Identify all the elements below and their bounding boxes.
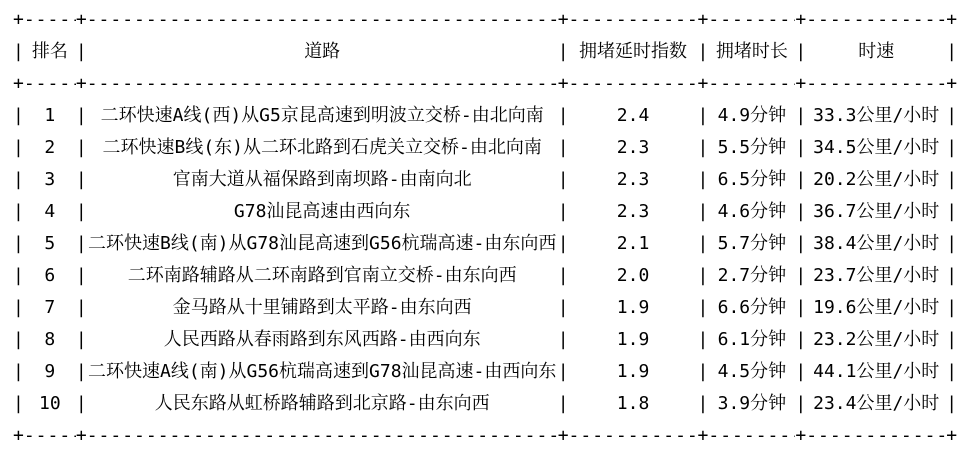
column-divider [76,100,87,132]
table-row [13,100,959,132]
border-corner [13,420,24,452]
header-rank: 排名 [31,41,68,62]
column-divider [76,292,87,324]
column-divider [13,164,24,196]
rank-cell: 9 [44,361,56,382]
congestion-index-cell: 2.3 [616,137,650,158]
border-dash [806,4,946,36]
column-divider [558,324,569,356]
border-corner [946,4,957,36]
speed-cell: 23.7公里/小时 [813,265,940,286]
header-speed: 时速 [858,41,895,62]
road-cell: 二环快速B线(南)从G78汕昆高速到G56杭瑞高速-由东向西 [88,233,557,254]
congestion-index-cell: 2.1 [616,233,650,254]
column-divider [946,388,957,420]
border-junction [795,68,806,100]
border-junction [946,68,957,100]
rank-cell: 5 [44,233,56,254]
congestion-index-cell: 1.9 [616,297,650,318]
column-divider [76,260,87,292]
speed-cell: 36.7公里/小时 [813,201,940,222]
column-divider [698,388,709,420]
road-cell: 二环南路辅路从二环南路到官南立交桥-由东向西 [127,265,517,286]
border-dash [87,68,558,100]
road-cell: 人民东路从虹桥路辅路到北京路-由东向西 [154,393,490,414]
congestion-index-cell: 2.3 [616,201,650,222]
rank-cell: 6 [44,265,56,286]
speed-cell: 44.1公里/小时 [813,361,940,382]
column-divider [558,164,569,196]
column-divider [558,388,569,420]
column-divider [795,292,806,324]
column-divider [795,388,806,420]
border-dash [806,68,946,100]
road-cell: 金马路从十里铺路到太平路-由东向西 [172,297,472,318]
speed-cell: 34.5公里/小时 [813,137,940,158]
table-row [13,164,959,196]
column-divider [946,132,957,164]
speed-cell: 38.4公里/小时 [813,233,940,254]
congestion-index-cell: 1.9 [616,329,650,350]
column-divider [698,260,709,292]
column-divider [698,292,709,324]
congestion-duration-cell: 6.6分钟 [717,297,787,318]
border-row-header [13,68,959,100]
table-row [13,324,959,356]
border-corner [946,420,957,452]
column-divider [795,36,806,68]
border-dash [569,4,698,36]
road-cell: 二环快速A线(南)从G56杭瑞高速到G78汕昆高速-由西向东 [88,361,557,382]
speed-cell: 19.6公里/小时 [813,297,940,318]
border-junction [558,68,569,100]
border-junction [13,68,24,100]
border-junction [698,68,709,100]
congestion-duration-cell: 4.9分钟 [717,105,787,126]
column-divider [76,228,87,260]
border-dash [24,420,76,452]
border-junction [698,420,709,452]
column-divider [946,260,957,292]
column-divider [795,132,806,164]
column-divider [795,228,806,260]
column-divider [795,100,806,132]
congestion-index-cell: 1.9 [616,361,650,382]
border-dash [708,68,795,100]
column-divider [13,196,24,228]
rank-cell: 4 [44,201,56,222]
column-divider [13,324,24,356]
border-junction [76,420,87,452]
table-row [13,388,959,420]
column-divider [13,292,24,324]
border-junction [558,420,569,452]
border-dash [569,68,698,100]
header-congestion-index: 拥堵延时指数 [579,41,688,62]
congestion-duration-cell: 4.5分钟 [717,361,787,382]
border-dash [24,68,76,100]
column-divider [76,388,87,420]
congestion-duration-cell: 6.1分钟 [717,329,787,350]
column-divider [76,36,87,68]
congestion-index-cell: 2.4 [616,105,650,126]
column-divider [698,132,709,164]
column-divider [13,260,24,292]
congestion-index-cell: 1.8 [616,393,650,414]
column-divider [558,228,569,260]
column-divider [795,196,806,228]
border-row-top [13,4,959,36]
column-divider [558,356,569,388]
border-dash [708,4,795,36]
border-junction [795,420,806,452]
header-row [13,36,959,68]
border-junction [76,68,87,100]
border-junction [698,4,709,36]
column-divider [698,164,709,196]
column-divider [76,132,87,164]
table-row [13,356,959,388]
congestion-index-cell: 2.3 [616,169,650,190]
header-congestion-duration: 拥堵时长 [715,41,788,62]
column-divider [13,356,24,388]
road-cell: 官南大道从福保路到南坝路-由南向北 [172,169,472,190]
congestion-duration-cell: 3.9分钟 [717,393,787,414]
rank-cell: 10 [39,393,61,414]
border-corner [13,4,24,36]
column-divider [946,356,957,388]
speed-cell: 23.2公里/小时 [813,329,940,350]
column-divider [698,356,709,388]
column-divider [946,196,957,228]
border-dash [806,420,946,452]
border-junction [76,4,87,36]
column-divider [76,324,87,356]
column-divider [795,164,806,196]
table-row [13,260,959,292]
table-row [13,132,959,164]
rank-cell: 2 [44,137,56,158]
column-divider [698,196,709,228]
column-divider [946,36,957,68]
road-cell: 二环快速A线(西)从G5京昆高速到明波立交桥-由北向南 [100,105,544,126]
congestion-duration-cell: 4.6分钟 [717,201,787,222]
column-divider [76,196,87,228]
road-cell: 人民西路从春雨路到东风西路-由西向东 [163,329,481,350]
column-divider [946,324,957,356]
road-cell: G78汕昆高速由西向东 [233,201,411,222]
table-row [13,292,959,324]
congestion-duration-cell: 5.5分钟 [717,137,787,158]
border-dash [708,420,795,452]
road-cell: 二环快速B线(东)从二环北路到石虎关立交桥-由北向南 [102,137,542,158]
column-divider [76,164,87,196]
rank-cell: 3 [44,169,56,190]
column-divider [558,260,569,292]
column-divider [946,100,957,132]
column-divider [558,292,569,324]
congestion-index-cell: 2.0 [616,265,650,286]
column-divider [795,324,806,356]
speed-cell: 23.4公里/小时 [813,393,940,414]
border-junction [558,4,569,36]
column-divider [558,196,569,228]
border-junction [795,4,806,36]
column-divider [795,260,806,292]
column-divider [795,356,806,388]
congestion-duration-cell: 6.5分钟 [717,169,787,190]
column-divider [558,100,569,132]
column-divider [946,164,957,196]
column-divider [698,36,709,68]
table-row [13,196,959,228]
column-divider [946,292,957,324]
column-divider [13,132,24,164]
column-divider [13,36,24,68]
congestion-duration-cell: 5.7分钟 [717,233,787,254]
column-divider [558,132,569,164]
rank-cell: 7 [44,297,56,318]
table-row [13,228,959,260]
rank-cell: 1 [44,105,56,126]
speed-cell: 20.2公里/小时 [813,169,940,190]
column-divider [76,356,87,388]
rank-cell: 8 [44,329,56,350]
border-dash [569,420,698,452]
column-divider [13,228,24,260]
speed-cell: 33.3公里/小时 [813,105,940,126]
column-divider [698,228,709,260]
column-divider [698,324,709,356]
border-dash [87,4,558,36]
border-dash [87,420,558,452]
border-row-bottom [13,420,959,452]
header-road: 道路 [304,41,341,62]
congestion-duration-cell: 2.7分钟 [717,265,787,286]
column-divider [558,36,569,68]
column-divider [13,100,24,132]
border-dash [24,4,76,36]
column-divider [13,388,24,420]
column-divider [698,100,709,132]
column-divider [946,228,957,260]
